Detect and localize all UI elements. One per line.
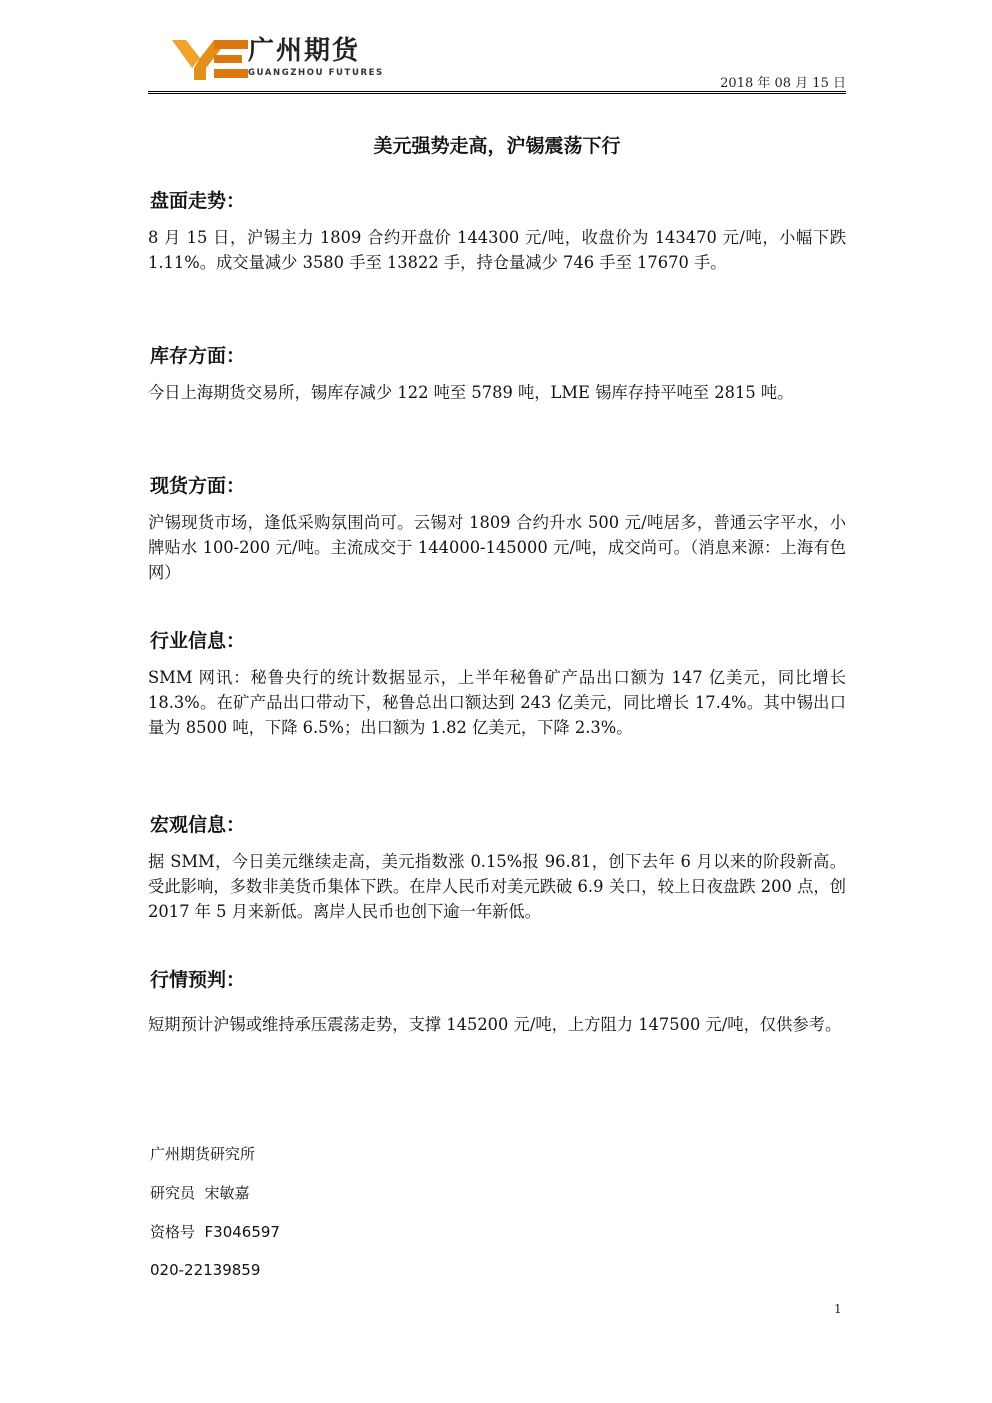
section-heading-macro: 宏观信息：: [150, 814, 246, 836]
brand-block: [248, 36, 384, 78]
section-body-macro: 据 SMM，今日美元继续走高，美元指数涨 0.15%报 96.81，创下去年 6 月以来的阶段新高。受此影响，多数非美货币集体下跌。在岸人民币对美元跌破 6.9 关口，较上日夜盘跌 200 点，创 2017 年 5 月来新低。离岸人民币也创下逾一年新低。: [148, 852, 846, 921]
signature-researcher: 研究员 宋敏嘉: [150, 1184, 250, 1202]
brand-name-cn: 广州期货: [248, 36, 361, 66]
brand-name-en: GUANGZHOU FUTURES: [248, 68, 384, 78]
report-date: 2018 年 08 月 15 日: [720, 76, 846, 91]
section-body-market-trend: 8 月 15 日，沪锡主力 1809 合约开盘价 144300 元/吨，收盘价为 143470 元/吨，小幅下跌 1.11%。成交量减少 3580 手至 13822 手，持仓量减少 746 手至 17670 手。: [148, 228, 846, 272]
signature-license: 资格号 F3046597: [150, 1223, 280, 1241]
signature-org: 广州期货研究所: [150, 1145, 256, 1163]
section-heading-spot: 现货方面：: [150, 475, 246, 497]
report-title: 美元强势走高，沪锡震荡下行: [373, 135, 621, 157]
page-header: [148, 30, 846, 94]
page-number: 1: [834, 1302, 842, 1316]
section-body-outlook: 短期预计沪锡或维持承压震荡走势，支撑 145200 元/吨，上方阻力 147500 元/吨，仅供参考。: [148, 1015, 842, 1034]
section-heading-industry: 行业信息：: [150, 630, 246, 652]
section-heading-market-trend: 盘面走势：: [150, 190, 246, 212]
section-body-industry: SMM 网讯：秘鲁央行的统计数据显示，上半年秘鲁矿产品出口额为 147 亿美元，同比增长 18.3%。在矿产品出口带动下，秘鲁总出口额达到 243 亿美元，同比增长 17.4%。其中锡出口量为 8500 吨，下降 6.5%；出口额为 1.82 亿美元，下降 2.3%。: [148, 668, 846, 737]
header-divider: [148, 91, 846, 94]
signature-phone: 020-22139859: [150, 1261, 261, 1279]
section-heading-inventory: 库存方面：: [150, 345, 246, 367]
section-body-inventory: 今日上海期货交易所，锡库存减少 122 吨至 5789 吨，LME 锡库存持平吨至 2815 吨。: [148, 383, 794, 402]
guangzhou-futures-logo: [170, 38, 250, 82]
section-heading-outlook: 行情预判：: [150, 969, 246, 991]
section-body-spot: 沪锡现货市场，逢低采购氛围尚可。云锡对 1809 合约升水 500 元/吨居多，普通云字平水，小牌贴水 100-200 元/吨。主流成交于 144000-145000 元/吨，成交尚可。（消息来源：上海有色网）: [148, 513, 846, 582]
